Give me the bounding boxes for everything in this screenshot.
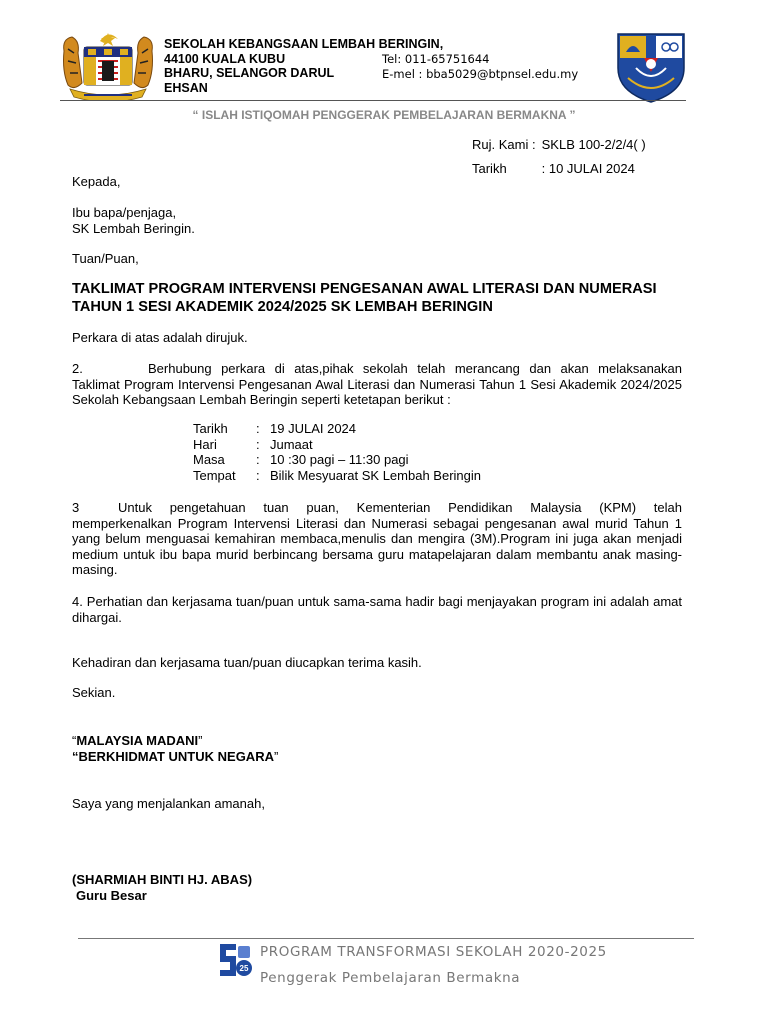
paragraph-3-first-line: Untuk pengetahuan tuan puan, Kementerian Pendidikan Malaysia (KPM) telah [118, 500, 682, 515]
school-motto: “ ISLAH ISTIQOMAH PENGGERAK PEMBELAJARAN BERMAKNA ” [192, 108, 576, 122]
closing-line: Saya yang menjalankan amanah, [72, 796, 265, 811]
coat-of-arms-icon [60, 31, 156, 101]
sekian-line: Sekian. [72, 685, 116, 700]
recipient-block [72, 205, 195, 236]
ref-value: SKLB 100-2/2/4( ) [541, 137, 646, 152]
paragraph-3 [72, 500, 682, 578]
detail-row: Tempat : Bilik Mesyuarat SK Lembah Beringin [193, 467, 481, 483]
slogan-text: MALAYSIA MADANI [76, 733, 199, 748]
footer-program-title: PROGRAM TRANSFORMASI SEKOLAH 2020-2025 [260, 944, 607, 960]
slogan-madani: “MALAYSIA MADANI” [72, 733, 203, 748]
detail-label: Masa [193, 452, 225, 467]
thanks-line: Kehadiran dan kerjasama tuan/puan diucapkan terima kasih. [72, 655, 422, 670]
ref-label: Ruj. Kami : [472, 137, 536, 152]
footer-tagline: Penggerak Pembelajaran Bermakna [260, 970, 521, 986]
kepada-label: Kepada, [72, 174, 121, 189]
detail-value: Bilik Mesyuarat SK Lembah Beringin [270, 467, 481, 483]
slogan-text: BERKHIDMAT UNTUK NEGARA [78, 748, 274, 764]
school-address-line: BHARU, SELANGOR DARUL [164, 66, 335, 80]
school-phone: Tel: 011-65751644 [382, 52, 490, 66]
school-address-line: EHSAN [164, 80, 208, 95]
date-label: Tarikh [472, 161, 507, 176]
paragraph-1: Perkara di atas adalah dirujuk. [72, 330, 248, 345]
slogan-block [72, 733, 278, 764]
paragraph-2-first-line: Berhubung perkara di atas,pihak sekolah telah merancang dan akan melaksanakan [148, 361, 682, 376]
school-email: E-mel : bba5029@btpnsel.edu.my [382, 66, 579, 81]
paragraph-2-rest: Taklimat Program Intervensi Pengesanan Awal Literasi dan Numerasi Tahun 1 Sesi Akademik 2024/2025 Sekolah Kebangsaan Lembah Beringin seperti ketetapan berikut : [72, 376, 682, 407]
recipient-line: SK Lembah Beringin. [72, 220, 195, 236]
slogan-berkhidmat: “BERKHIDMAT UNTUK NEGARA” [72, 748, 279, 764]
date-value: : 10 JULAI 2024 [541, 161, 635, 176]
paragraph-4: 4. Perhatian dan kerjasama tuan/puan untuk sama-sama hadir bagi menjayakan program ini adalah amat dihargai. [72, 594, 682, 625]
signatory-position: Guru Besar [76, 887, 147, 903]
school-logo-icon [614, 28, 688, 104]
paragraph-number: 3 [72, 500, 80, 515]
footer-text [260, 939, 607, 991]
svg-text:25: 25 [239, 964, 249, 973]
paragraph-2 [72, 361, 682, 408]
paragraph-3-rest: memperkenalkan Program Intervensi Literasi dan Numerasi sebagai pengesanan awal murid Tahun 1 yang belum menguasai kemahiran membaca,menulis dan mengira (3M).Program ini juga akan menjadi medium untuk ibu bapa murid berbincang bersama guru matapelajaran dalam membantu anak masing-masing. [72, 515, 682, 577]
detail-value: 10 :30 pagi – 11:30 pagi [270, 452, 409, 467]
signatory-name: (SHARMIAH BINTI HJ. ABAS) [72, 872, 253, 887]
detail-label: Tarikh [193, 421, 228, 436]
header-divider [60, 100, 686, 101]
salutation: Tuan/Puan, [72, 251, 139, 266]
detail-row: Hari : Jumaat [193, 436, 313, 452]
detail-value: 19 JULAI 2024 [270, 421, 357, 436]
recipient-line: Ibu bapa/penjaga, [72, 205, 177, 220]
detail-row: Masa : 10 :30 pagi – 11:30 pagi [193, 452, 409, 467]
school-name-line: SEKOLAH KEBANGSAAN LEMBAH BERINGIN, [164, 37, 444, 51]
school-contact [382, 52, 578, 81]
reference-block [472, 133, 646, 181]
ts25-logo-icon [216, 940, 254, 980]
detail-row: Tarikh : 19 JULAI 2024 [193, 421, 357, 436]
detail-label: Hari [193, 436, 217, 452]
letter-title: TAKLIMAT PROGRAM INTERVENSI PENGESANAN AWAL LITERASI DAN NUMERASI TAHUN 1 SESI AKADEMIK 2024/2025 SK LEMBAH BERINGIN [72, 281, 657, 315]
paragraph-number: 2. [72, 361, 83, 376]
event-details [193, 421, 481, 483]
school-address-line: 44100 KUALA KUBU [164, 51, 286, 66]
detail-value: Jumaat [270, 436, 313, 452]
detail-label: Tempat [193, 467, 236, 483]
signatory-block [72, 872, 252, 903]
